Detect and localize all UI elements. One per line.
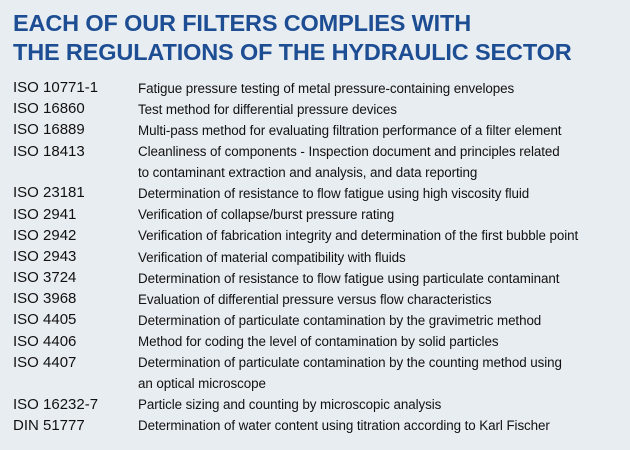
standard-description: Determination of particulate contamination by the counting method using an optical microscope	[138, 355, 562, 392]
standard-description: Cleanliness of components - Inspection document and principles related to contaminant extraction and analysis, and data reporting	[138, 144, 560, 180]
standard-description: Method for coding the level of contamination by solid particles	[138, 334, 499, 350]
heading-line-1: EACH OF OUR FILTERS COMPLIES WITH	[13, 10, 472, 36]
standard-description: Evaluation of differential pressure versus flow characteristics	[138, 291, 492, 307]
standard-row	[13, 99, 630, 120]
standard-description: Fatigue pressure testing of metal pressure-containing envelopes	[138, 80, 515, 96]
standard-row	[13, 142, 630, 184]
standard-row	[13, 353, 630, 395]
standard-row	[13, 268, 630, 289]
standard-description: Test method for differential pressure devices	[138, 101, 397, 117]
standard-code: ISO 2943	[13, 247, 77, 265]
standard-row	[13, 332, 630, 353]
standard-row	[13, 395, 630, 416]
standard-row	[13, 247, 630, 268]
standard-code: ISO 23181	[13, 184, 85, 202]
standard-code: ISO 3968	[13, 290, 77, 308]
standard-description: Particle sizing and counting by microscopic analysis	[138, 397, 442, 413]
standard-code: ISO 16889	[13, 121, 85, 139]
page-heading	[13, 9, 630, 67]
standard-code: ISO 18413	[13, 142, 85, 160]
standard-code: ISO 16860	[13, 100, 85, 118]
standard-row	[13, 289, 630, 310]
standard-description: Determination of resistance to flow fatigue using high viscosity fluid	[138, 185, 530, 201]
standard-description: Verification of collapse/burst pressure rating	[138, 207, 395, 223]
standard-description: Determination of resistance to flow fatigue using particulate contaminant	[138, 270, 560, 286]
standard-description: Verification of fabrication integrity and determination of the first bubble point	[138, 228, 579, 244]
standard-code: ISO 16232-7	[13, 395, 99, 413]
standard-code: ISO 4407	[13, 353, 77, 371]
standard-code: ISO 3724	[13, 269, 77, 287]
standard-code: ISO 10771-1	[13, 79, 99, 96]
standard-code: DIN 51777	[13, 416, 85, 434]
standard-code: ISO 2941	[13, 205, 77, 223]
standard-description: Multi-pass method for evaluating filtration performance of a filter element	[138, 122, 562, 138]
standard-row	[13, 416, 630, 437]
standard-description: Verification of material compatibility with fluids	[138, 249, 406, 265]
heading-line-2: THE REGULATIONS OF THE HYDRAULIC SECTOR	[13, 39, 572, 65]
standard-code: ISO 4406	[13, 332, 77, 350]
standards-list	[13, 78, 630, 437]
standard-row	[13, 78, 630, 99]
standard-code: ISO 2942	[13, 226, 77, 244]
standard-row	[13, 226, 630, 247]
standard-code: ISO 4405	[13, 311, 77, 329]
standard-row	[13, 205, 630, 226]
standard-row	[13, 120, 630, 141]
standard-row	[13, 310, 630, 331]
standard-description: Determination of particulate contamination by the gravimetric method	[138, 313, 542, 329]
standard-row	[13, 183, 630, 204]
standard-description: Determination of water content using titration according to Karl Fischer	[138, 418, 550, 434]
